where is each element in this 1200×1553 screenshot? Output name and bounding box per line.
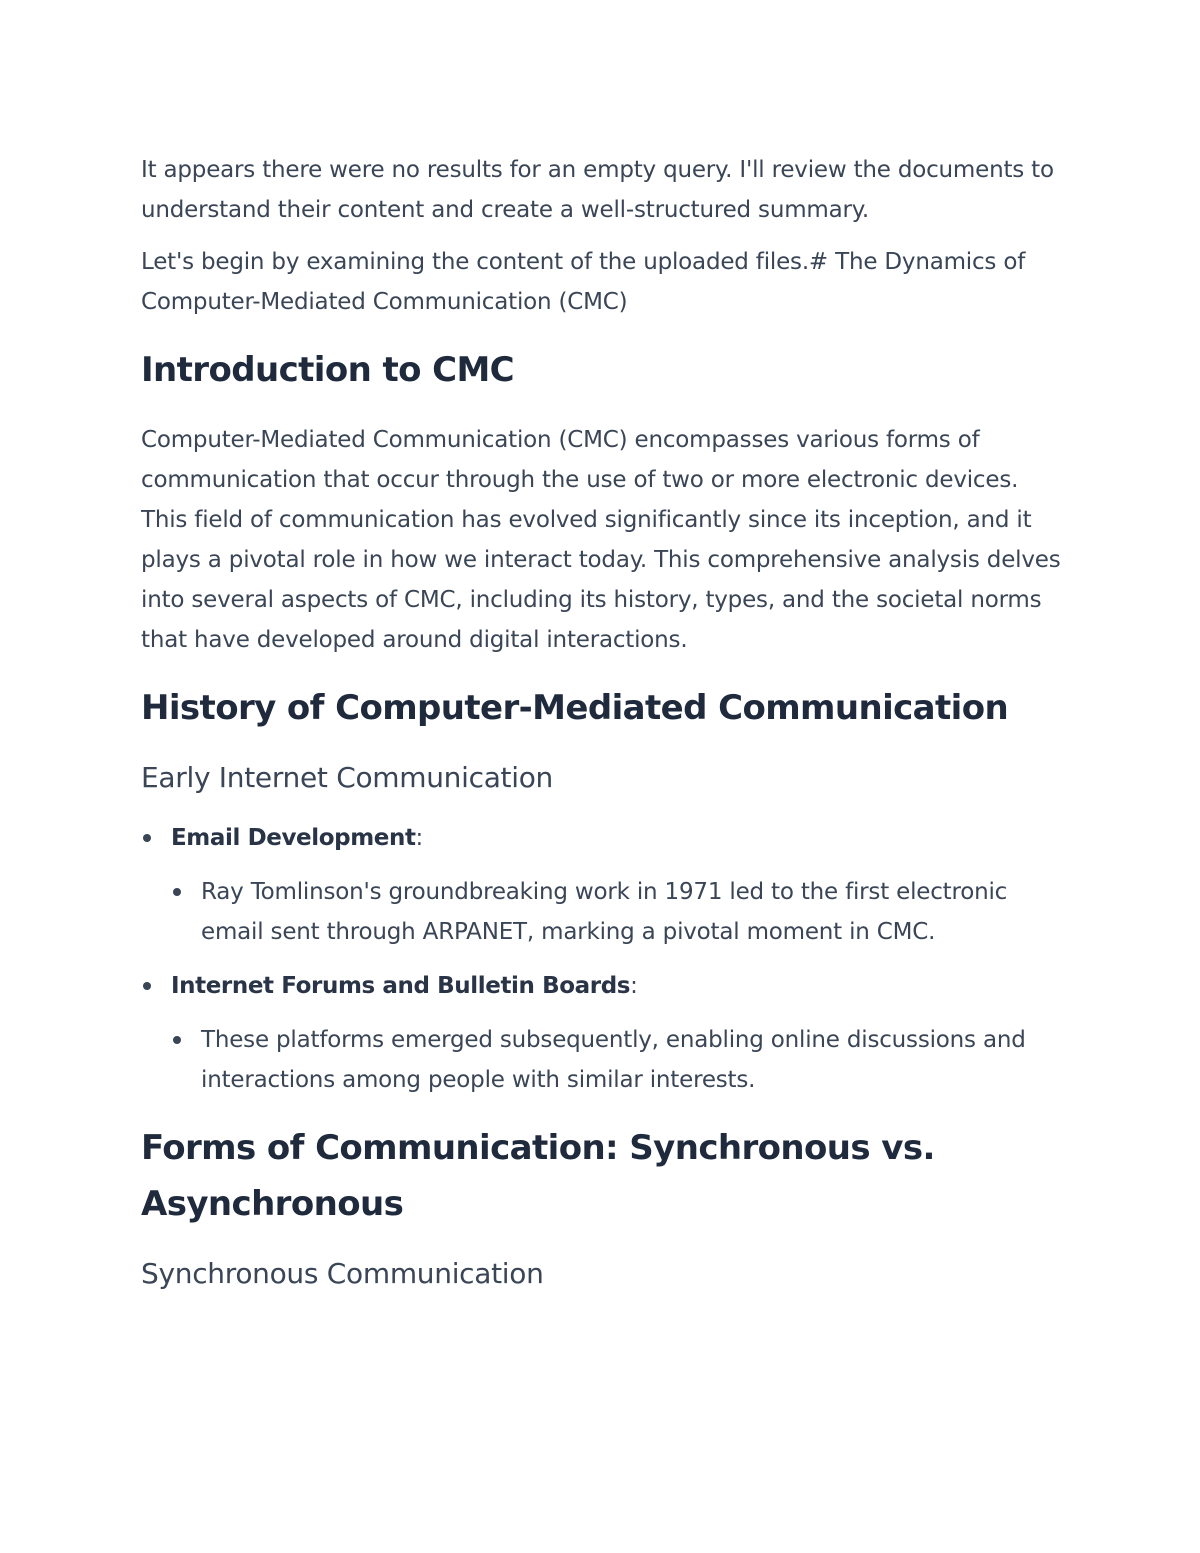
section-heading: History of Computer-Mediated Communication <box>141 688 1009 728</box>
list-item-suffix: : <box>630 973 638 999</box>
intro-paragraph: It appears there were no results for an empty query. I'll review the documents to understand their content and create a well-structured summary. <box>141 157 1054 223</box>
list-item <box>141 818 1061 952</box>
list-item-term: Internet Forums and Bulletin Boards <box>171 973 631 999</box>
sub-list-item: Ray Tomlinson's groundbreaking work in 1971 led to the first electronic email sent through ARPANET, marking a pivotal moment in CMC. <box>171 872 1061 952</box>
sub-list-item: These platforms emerged subsequently, enabling online discussions and interactions among people with similar interests. <box>171 1020 1061 1100</box>
section-heading: Introduction to CMC <box>141 350 515 390</box>
document-page <box>141 150 1061 1314</box>
list-item <box>141 966 1061 1100</box>
intro-paragraph: Let's begin by examining the content of the uploaded files.# The Dynamics of Computer-Mediated Communication (CMC) <box>141 249 1026 315</box>
list-item-term: Email Development <box>171 825 416 851</box>
sub-bullet-list <box>171 1020 1061 1100</box>
section-heading: Forms of Communication: Synchronous vs. Asynchronous <box>141 1128 935 1224</box>
list-item-suffix: : <box>415 825 424 851</box>
subsection-heading: Early Internet Communication <box>141 761 553 794</box>
bullet-list <box>141 818 1061 1100</box>
subsection-heading: Synchronous Communication <box>141 1257 544 1290</box>
sub-bullet-list <box>171 872 1061 952</box>
section-paragraph: Computer-Mediated Communication (CMC) encompasses various forms of communication that occur through the use of two or more electronic devices. This field of communication has evolved significantly since its inception, and it plays a pivotal role in how we interact today. This comprehensive analysis delves into several aspects of CMC, including its history, types, and the societal norms that have developed around digital interactions. <box>141 427 1061 653</box>
